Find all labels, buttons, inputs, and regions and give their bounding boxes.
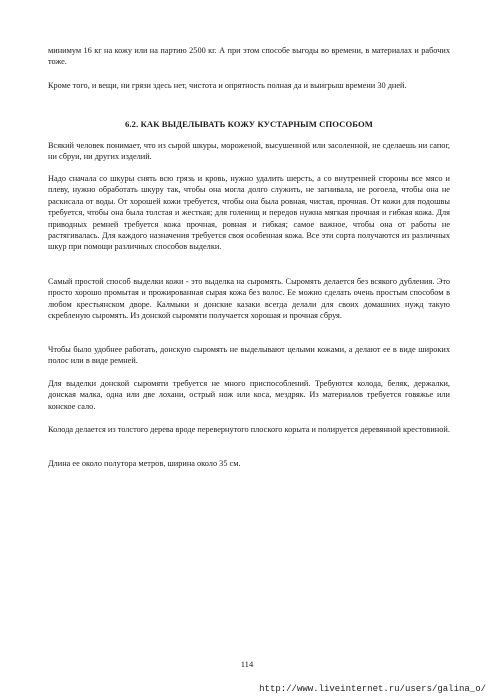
- paragraph-raw-hide: Всякий человек понимает, что из сырой шкуры, мороженой, высушенной или засоленной, не сделаешь ни сапог, ни сбруи, ни других изделий.: [48, 141, 450, 162]
- paragraph-block: Колода делается из толстого дерева вроде перевернутого плоского корыта и полируется деревянной крестовиной.: [48, 425, 450, 434]
- paragraph-intro: минимум 16 кг на кожу или на партию 2500 кг. А при этом способе выгоды во времени, в материалах и рабочих тоже.: [48, 46, 450, 67]
- paragraph-benefits: Кроме того, и вещи, ни грязи здесь нет, чистота и опрятность полная да и выигрыш времени 30 дней.: [48, 81, 407, 90]
- watermark-url: http://www.liveinternet.ru/users/galina_o/: [259, 684, 486, 694]
- paragraph-strips: Чтобы было удобнее работать, донскую сыромять не выделывают целыми кожами, а делают ее в виде широких полос или в виде ремней.: [48, 345, 450, 366]
- paragraph-tools: Для выделки донской сыромяти требуется не много приспособлений. Требуются колода, беляк, держалки, донская малка, одна или две лохани, острый нож или коса, мездряк. Из материалов требуется говяжье или конское сало.: [48, 379, 450, 411]
- paragraph-preparation: Надо сначала со шкуры снять всю грязь и кровь, нужно удалить шерсть, а со внутренней стороны все мясо и плеву, нужно обработать шкуру так, чтобы она могла долго служить, не загнивала, не рогоела, чтобы она не раскисала от воды. От хорошей кожи требуется, чтобы она была ровная, чистая, прочная. От кожи для подошвы требуется, чтобы она была толстая и жесткая; для голенищ и передов нужна мягкая прочная и гибкая кожа. Для приводных ремней требуется кожа прочная, ровная и гибкая; самое важное, чтобы она от работы не растягивалась. Для каждого назначения требуется своя особенная кожа. Все эти сорта получаются из различных шкур при помощи различных способов выделки.: [48, 174, 450, 252]
- paragraph-rawhide-method: Самый простой способ выделки кожи - это выделка на сыромять. Сыромять делается без всякого дубления. Это просто хорошо промытая и прожированная сырая кожа без волос. Ее можно сделать очень простым способом в любом крестьянском дворе. Калмыки и донские казаки всегда делали для своих домашних нужд такую скребленую сыромять. Из донской сыромяти получается хорошая и прочная сбруя.: [48, 277, 450, 321]
- paragraph-dimensions: Длина ее около полутора метров, ширина около 35 см.: [48, 459, 241, 468]
- page-number: 114: [240, 659, 254, 669]
- section-heading: 6.2. КАК ВЫДЕЛЫВАТЬ КОЖУ КУСТАРНЫМ СПОСОБОМ: [125, 119, 373, 129]
